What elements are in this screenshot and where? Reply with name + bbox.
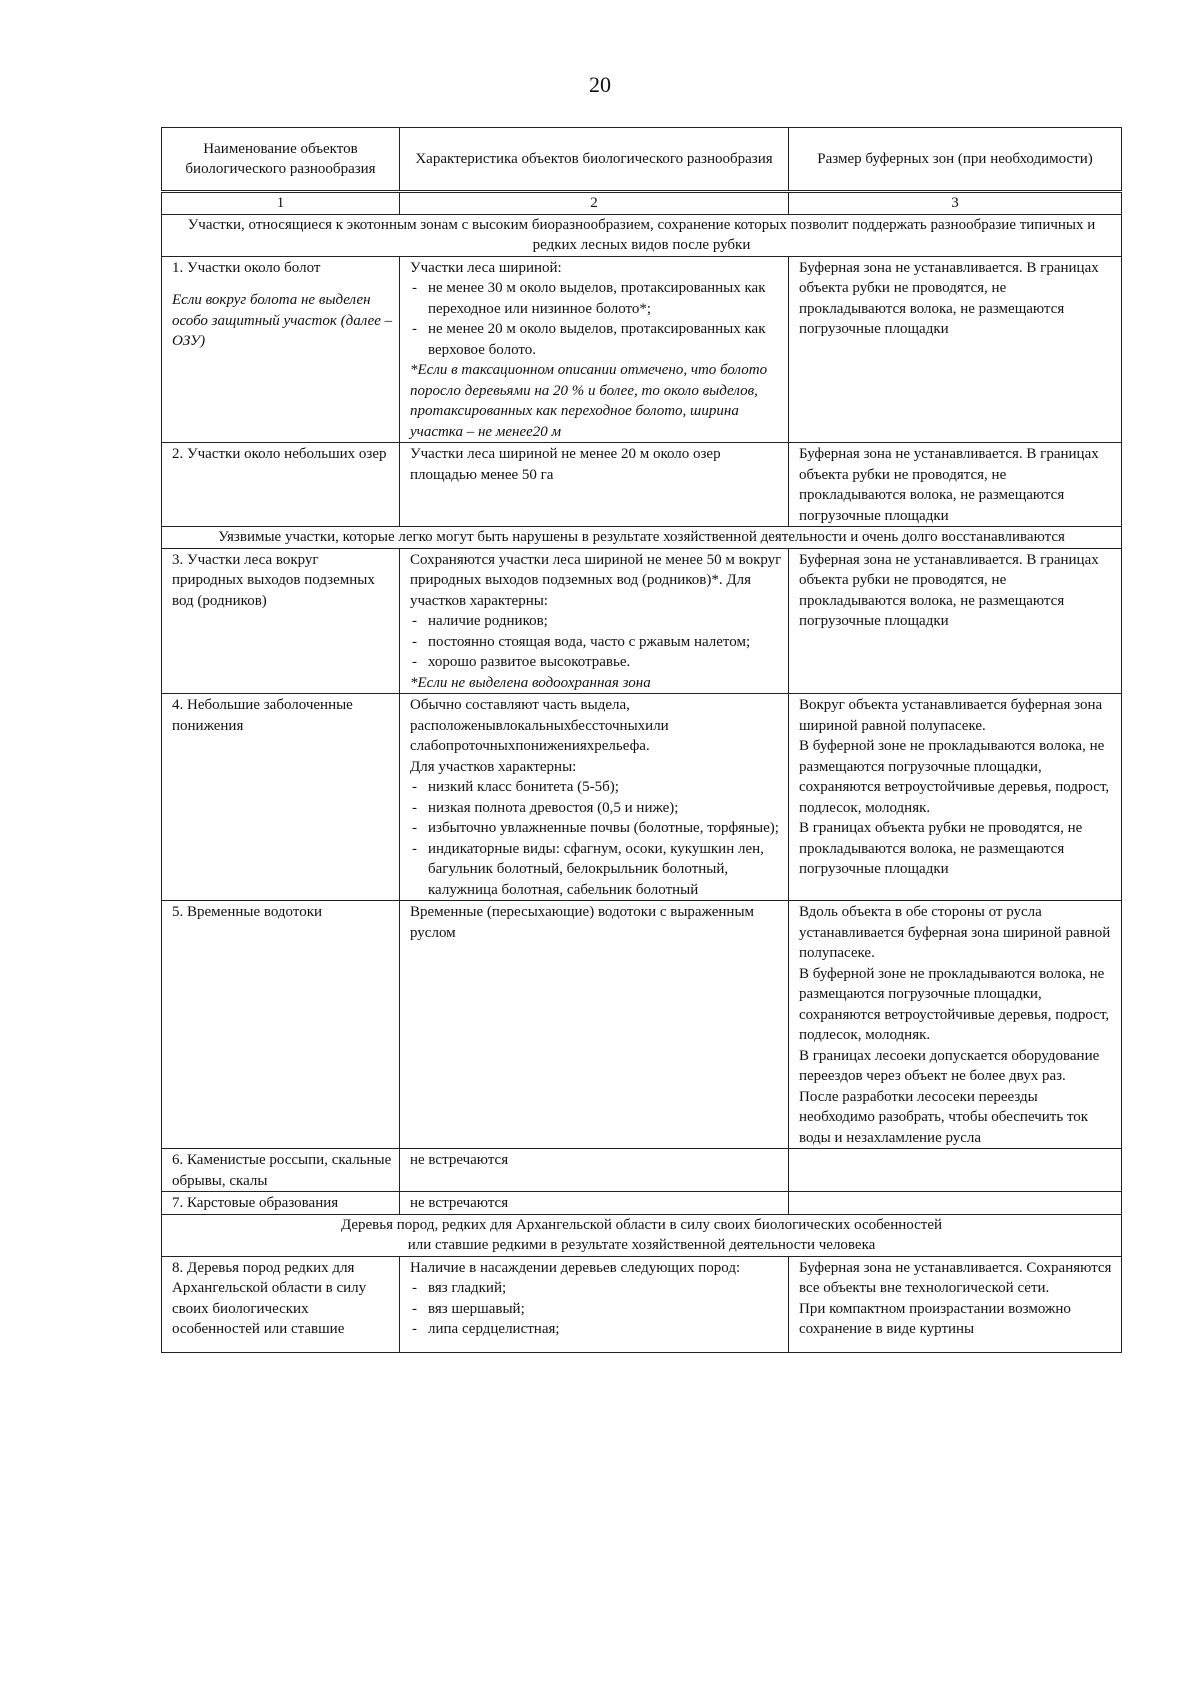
characteristics-footnote: *Если в таксационном описании отмечено, что болото поросло деревьями на 20 % и более, то около выделов, протаксированных как переходное болото, ширина участка – не менее20 м — [410, 362, 768, 440]
object-name: 1. Участки около болот — [172, 259, 321, 276]
table-row — [162, 256, 1122, 443]
buffer-paragraph: В границах объекта рубки не проводятся, не прокладываются волока, не размещаются погрузочные площадки — [799, 820, 1083, 877]
characteristics-cell — [400, 694, 789, 901]
biodiversity-objects-table — [161, 127, 1122, 1353]
characteristics-list — [410, 611, 782, 673]
list-item: - низкий класс бонитета (5-5б); — [410, 777, 782, 798]
buffer-cell — [789, 1149, 1122, 1192]
list-item: - липа сердцелистная; — [410, 1319, 782, 1340]
characteristics-cell: Временные (пересыхающие) водотоки с выраженным руслом — [400, 901, 789, 1149]
object-name-cell — [162, 256, 400, 443]
header-buffer-zone-size: Размер буферных зон (при необходимости) — [789, 128, 1122, 191]
characteristics-intro: Сохраняются участки леса шириной не менее 50 м вокруг природных выходов подземных вод (родников)*. Для участков характерны: — [410, 551, 782, 609]
buffer-paragraph: В буферной зоне не прокладываются волока, не размещаются погрузочные площадки, сохраняются ветроустойчивые деревья, подрост, подлесок, молодняк. — [799, 965, 1110, 1043]
buffer-paragraph: После разработки лесосеки переезды необходимо разобрать, чтобы обеспечить ток воды и незахламление русла — [799, 1088, 1089, 1146]
buffer-paragraph: При компактном произрастании возможно сохранение в виде куртины — [799, 1300, 1071, 1337]
table-row — [162, 548, 1122, 694]
table-row — [162, 694, 1122, 901]
object-name: 5. Временные водотоки — [162, 901, 400, 1149]
characteristics-intro: Наличие в насаждении деревьев следующих пород: — [410, 1259, 741, 1276]
characteristics-list — [410, 278, 782, 360]
header-object-characteristics: Характеристика объектов биологического разнообразия — [400, 128, 789, 191]
characteristics-cell: не встречаются — [400, 1149, 789, 1192]
characteristics-list — [410, 1278, 782, 1340]
buffer-paragraph: Буферная зона не устанавливается. Сохраняются все объекты вне технологической сети. — [799, 1259, 1112, 1296]
object-name: 2. Участки около небольших озер — [162, 443, 400, 527]
section-title-rare-trees — [162, 1214, 1122, 1256]
section-row — [162, 1214, 1122, 1256]
list-item: - наличие родников; — [410, 611, 782, 632]
characteristics-footnote: *Если не выделена водоохранная зона — [410, 674, 651, 691]
section-title-vulnerable: Уязвимые участки, которые легко могут быть нарушены в результате хозяйственной деятельности и очень долго восстанавливаются — [162, 527, 1122, 549]
table-header-row — [162, 128, 1122, 191]
table-row — [162, 1149, 1122, 1192]
list-item: - не менее 20 м около выделов, протаксированных как верховое болото. — [410, 319, 782, 360]
table-row — [162, 901, 1122, 1149]
header-object-name: Наименование объектов биологического разнообразия — [162, 128, 400, 191]
column-number-row — [162, 193, 1122, 215]
buffer-paragraph: Вокруг объекта устанавливается буферная зона шириной равной полупасеке. — [799, 697, 1103, 734]
buffer-paragraph: В буферной зоне не прокладываются волока, не размещаются погрузочные площадки, сохраняются ветроустойчивые деревья, подрост, подлесок, молодняк. — [799, 738, 1110, 816]
list-item: - индикаторные виды: сфагнум, осоки, кукушкин лен, багульник болотный, белокрыльник болотный, калужница болотная, сабельник болотный — [410, 839, 782, 901]
list-item: - вяз гладкий; — [410, 1278, 782, 1299]
object-name-cell — [162, 1256, 400, 1352]
object-name: 8. Деревья пород редких для Архангельской области в силу своих биологических особенностей или ставшие — [172, 1259, 367, 1337]
buffer-paragraph: В границах лесоеки допускается оборудование переездов через объект не более двух раз. — [799, 1047, 1100, 1084]
column-number: 1 — [162, 193, 400, 215]
section-row — [162, 527, 1122, 549]
characteristics-intro: Участки леса шириной: — [410, 259, 562, 276]
object-name: 3. Участки леса вокруг природных выходов подземных вод (родников) — [162, 548, 400, 694]
section-row — [162, 214, 1122, 256]
column-number: 3 — [789, 193, 1122, 215]
column-number: 2 — [400, 193, 789, 215]
buffer-paragraph: Вдоль объекта в обе стороны от русла устанавливается буферная зона шириной равной полупасеке. — [799, 904, 1111, 961]
characteristics-cell — [400, 548, 789, 694]
object-name-note: Если вокруг болота не выделен особо защитный участок (далее – ОЗУ) — [172, 292, 393, 349]
list-item: - низкая полнота древостоя (0,5 и ниже); — [410, 798, 782, 819]
section-title-line: или ставшие редкими в результате хозяйственной деятельности человека — [407, 1237, 876, 1253]
buffer-cell: Буферная зона не устанавливается. В границах объекта рубки не проводятся, не прокладываются волока, не размещаются погрузочные площадки — [789, 443, 1122, 527]
buffer-cell — [789, 1192, 1122, 1215]
list-item: - хорошо развитое высокотравье. — [410, 652, 782, 673]
section-title-line: Деревья пород, редких для Архангельской области в силу своих биологических особенностей — [340, 1216, 943, 1233]
object-name: 6. Каменистые россыпи, скальные обрывы, скалы — [162, 1149, 400, 1192]
page-number: 20 — [589, 72, 611, 97]
section-title-ecotone: Участки, относящиеся к экотонным зонам с высоким биоразнообразием, сохранение которых позволит поддержать разнообразие типичных и редких лесных видов после рубки — [162, 214, 1122, 256]
characteristics-cell — [400, 1256, 789, 1352]
characteristics-list — [410, 777, 782, 900]
list-item: - не менее 30 м около выделов, протаксированных как переходное или низинное болото*; — [410, 278, 782, 319]
buffer-cell: Буферная зона не устанавливается. В границах объекта рубки не проводятся, не прокладываются волока, не размещаются погрузочные площадки — [789, 548, 1122, 694]
table-row — [162, 1256, 1122, 1352]
table-row — [162, 443, 1122, 527]
object-name: 4. Небольшие заболоченные понижения — [162, 694, 400, 901]
buffer-cell — [789, 694, 1122, 901]
characteristics-cell: не встречаются — [400, 1192, 789, 1215]
object-name: 7. Карстовые образования — [162, 1192, 400, 1215]
buffer-cell — [789, 1256, 1122, 1352]
characteristics-intro: Обычно составляют часть выдела, расположенывлокальныхбессточныхили слабопроточныхпониженияхрельефа. — [410, 697, 669, 754]
characteristics-intro: Для участков характерны: — [410, 758, 577, 775]
list-item: - вяз шершавый; — [410, 1299, 782, 1320]
list-item: - постоянно стоящая вода, часто с ржавым налетом; — [410, 632, 782, 653]
characteristics-cell: Участки леса шириной не менее 20 м около озер площадью менее 50 га — [400, 443, 789, 527]
buffer-cell — [789, 901, 1122, 1149]
list-item: - избыточно увлажненные почвы (болотные, торфяные); — [410, 818, 782, 839]
characteristics-cell — [400, 256, 789, 443]
table-row — [162, 1192, 1122, 1215]
buffer-cell: Буферная зона не устанавливается. В границах объекта рубки не проводятся, не прокладываются волока, не размещаются погрузочные площадки — [789, 256, 1122, 443]
